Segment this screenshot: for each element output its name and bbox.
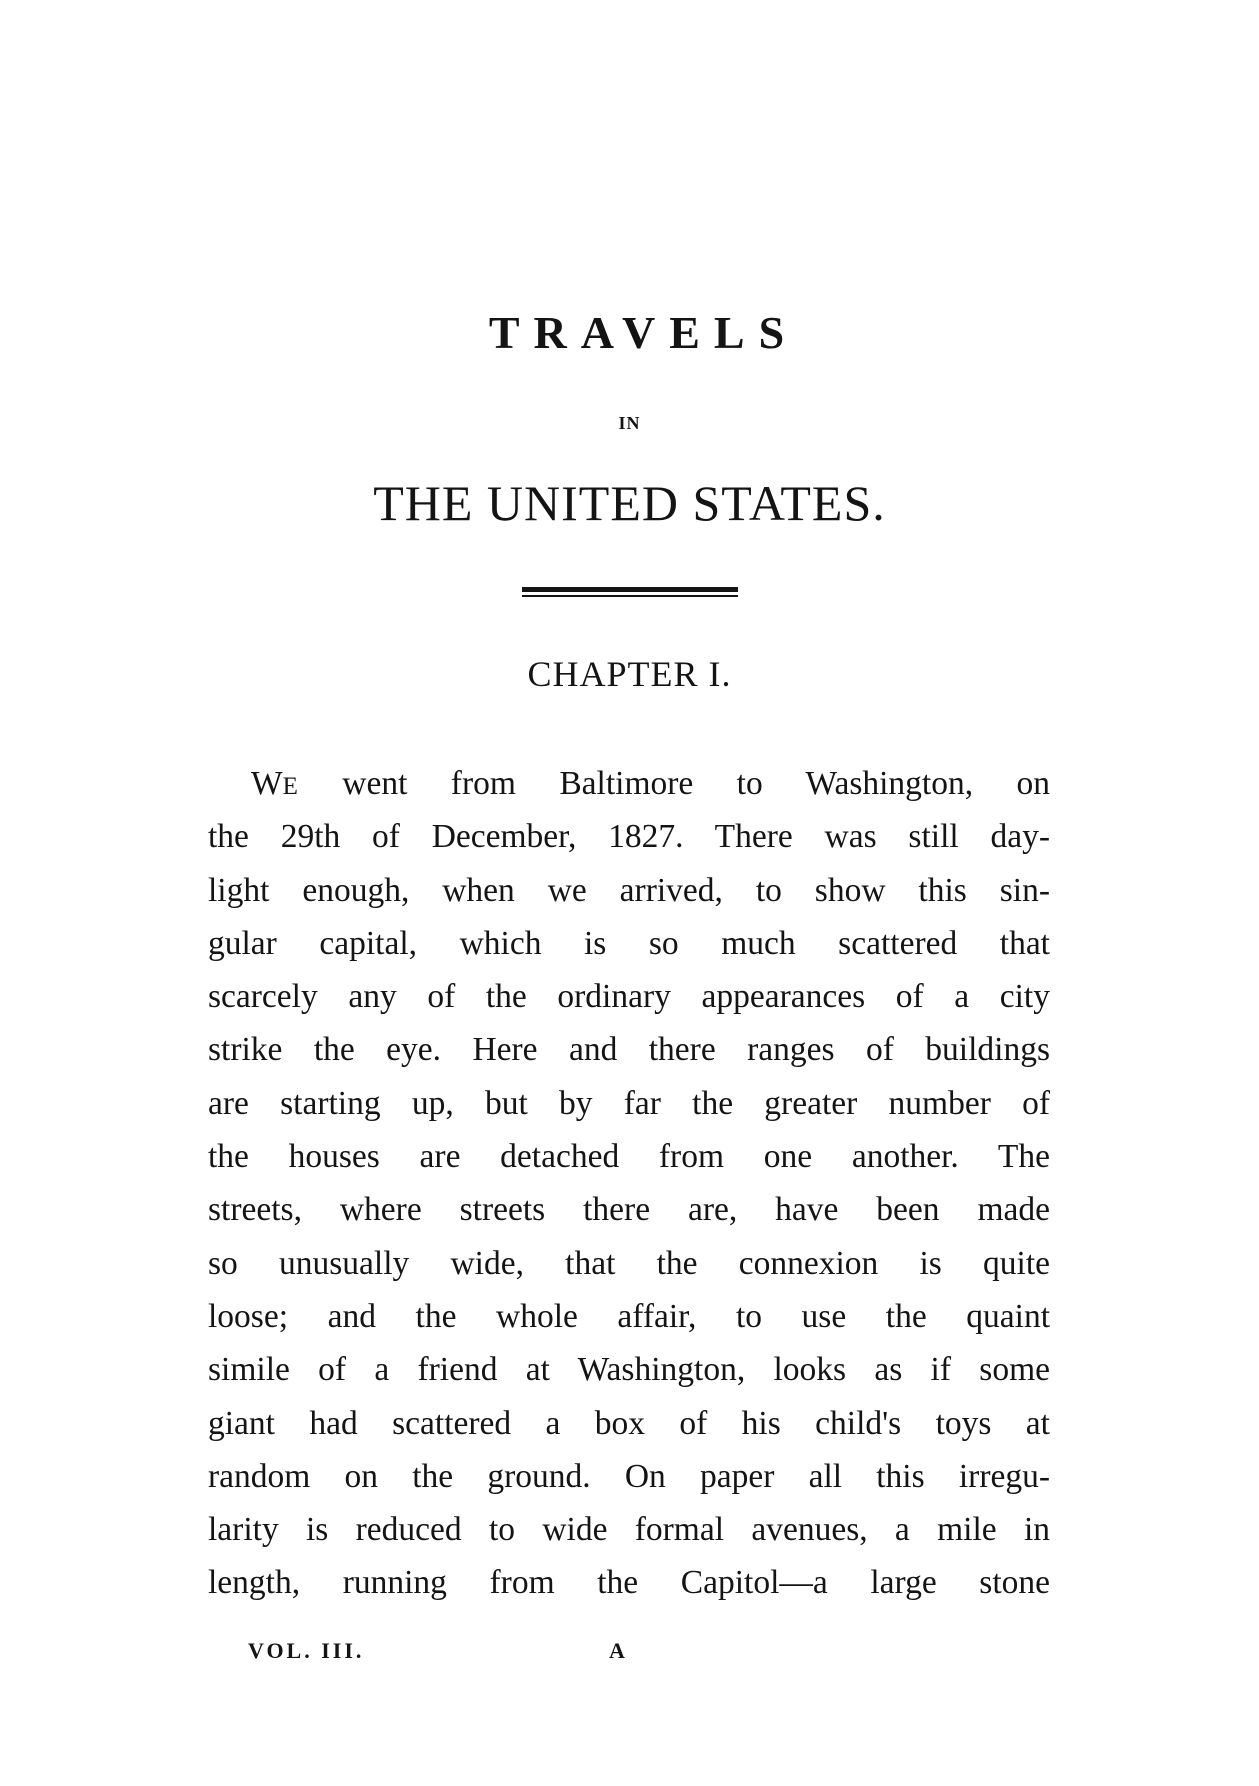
first-line-text: went from Baltimore to Washington, on	[298, 765, 1050, 802]
body-line: giant had scattered a box of his child's toys at	[208, 1404, 1050, 1442]
body-line: loose; and the whole affair, to use the quaint	[208, 1297, 1050, 1335]
body-line: so unusually wide, that the connexion is quite	[208, 1244, 1050, 1282]
divider-thin-line	[522, 595, 738, 597]
signature-mark: A	[609, 1638, 628, 1663]
first-word-initial: W	[251, 765, 283, 802]
body-line: the houses are detached from one another. The	[208, 1138, 1050, 1176]
body-line: length, running from the Capitol—a large stone	[208, 1564, 1050, 1602]
body-line: simile of a friend at Washington, looks as if some	[208, 1351, 1050, 1389]
body-line	[208, 757, 1050, 810]
body-line: larity is reduced to wide formal avenues, a mile in	[208, 1511, 1050, 1549]
body-line: scarcely any of the ordinary appearances of a city	[208, 978, 1050, 1016]
volume-marker: VOL. III.	[248, 1638, 365, 1663]
book-title: TRAVELS	[488, 307, 799, 358]
body-line: the 29th of December, 1827. There was still day-	[208, 818, 1050, 856]
body-line: light enough, when we arrived, to show this sin-	[208, 871, 1050, 909]
body-line: gular capital, which is so much scattered that	[208, 924, 1050, 962]
title-connector: IN	[618, 413, 641, 433]
body-line: streets, where streets there are, have been made	[208, 1191, 1050, 1229]
body-line: are starting up, but by far the greater number of	[208, 1084, 1050, 1122]
book-subtitle: THE UNITED STATES.	[373, 475, 886, 531]
title-divider-rule	[522, 587, 738, 597]
body-text	[208, 757, 1050, 1610]
divider-thick-line	[522, 587, 738, 592]
first-word-rest: E	[282, 773, 299, 800]
body-line: strike the eye. Here and there ranges of buildings	[208, 1031, 1050, 1069]
body-line: random on the ground. On paper all this irregu-	[208, 1457, 1050, 1495]
chapter-heading: CHAPTER I.	[527, 654, 732, 694]
